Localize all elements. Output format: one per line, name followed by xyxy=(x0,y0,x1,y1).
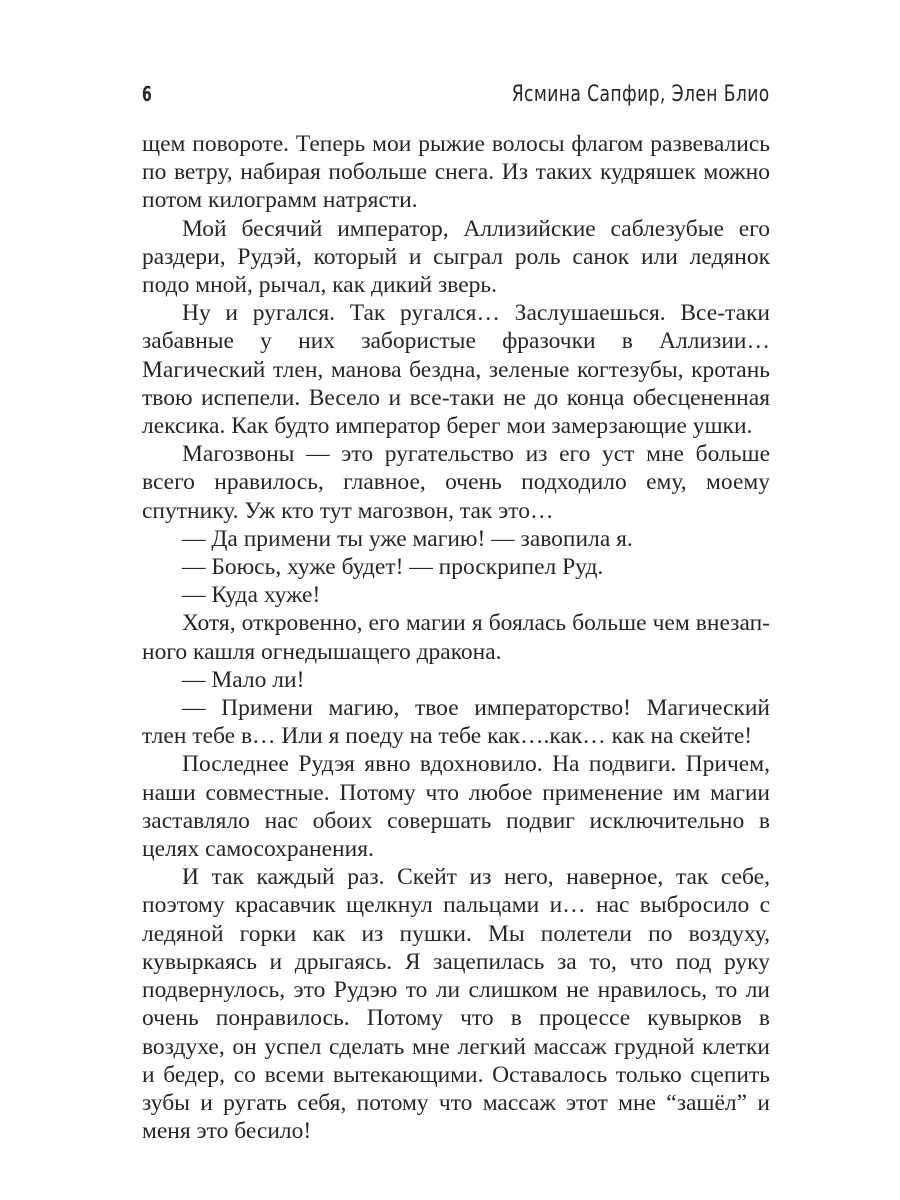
paragraph: Последнее Рудэя явно вдохновило. На подвиги. Причем, наши совместные. Потому что любое применение им магии заставляло нас обоих совершать подвиг исключительно в целях самосохранения. xyxy=(142,751,770,863)
paragraph: Магозвоны — это ругательство из его уст мне больше всего нравилось, главное, очень подходило ему, моему спутнику. Уж кто тут магозвон, так это… xyxy=(142,441,770,524)
paragraph: щем повороте. Теперь мои рыжие волосы флагом развевались по ветру, набирая побольше снега. Из таких кудряшек можно потом килограмм натрясти. xyxy=(142,131,770,214)
body-text xyxy=(142,130,770,1145)
page-number: 6 xyxy=(142,82,152,106)
dialogue-line: — Боюсь, хуже будет! — проскрипел Руд. xyxy=(182,554,604,581)
paragraph: Хотя, откровенно, его магии я боялась больше чем внезапного кашля огнедышащего дракона. xyxy=(142,610,770,665)
running-head: Ясмина Сапфир, Элен Блио xyxy=(512,82,770,107)
dialogue-line: — Примени магию, твое императорство! Магический тлен тебе в… Или я поеду на тебе как….как… как на скейте! xyxy=(142,695,770,750)
page-header xyxy=(142,82,770,112)
paragraph: Ну и ругался. Так ругался… Заслушаешься. Все-таки забавные у них забористые фразочки в Аллизии… Магический тлен, манова бездна, зеленые когтезубы, кротань твою испепели. Весело и все-таки не до конца обесцененная лексика. Как будто император берег мои замерзающие ушки. xyxy=(142,300,770,440)
paragraph: И так каждый раз. Скейт из него, наверное, так себе, поэтому красавчик щелкнул пальцами и… нас выбросило с ледяной горки как из пушки. Мы полетели по воздуху, кувыркаясь и дрыгаясь. Я зацепилась за то, что под руку подвернулось, это Рудэю то ли слишком не нравилось, то ли очень понравилось. Потому что в процессе кувырков в воздухе, он успел сделать мне легкий массаж грудной клетки и бедер, со всеми вытекающими. Оставалось только сцепить зубы и ругать себя, потому что массаж этот мне “зашёл” и меня это бесило! xyxy=(142,864,770,1145)
paragraph: Мой бесячий император, Аллизийские саблезубые его раздери, Рудэй, который и сыграл роль санок или ледянок подо мной, рычал, как дикий зверь. xyxy=(142,215,770,299)
dialogue-line: — Да примени ты уже магию! — завопила я. xyxy=(182,525,633,552)
dialogue-line: — Мало ли! xyxy=(182,666,305,693)
dialogue-line: — Куда хуже! xyxy=(182,582,321,609)
